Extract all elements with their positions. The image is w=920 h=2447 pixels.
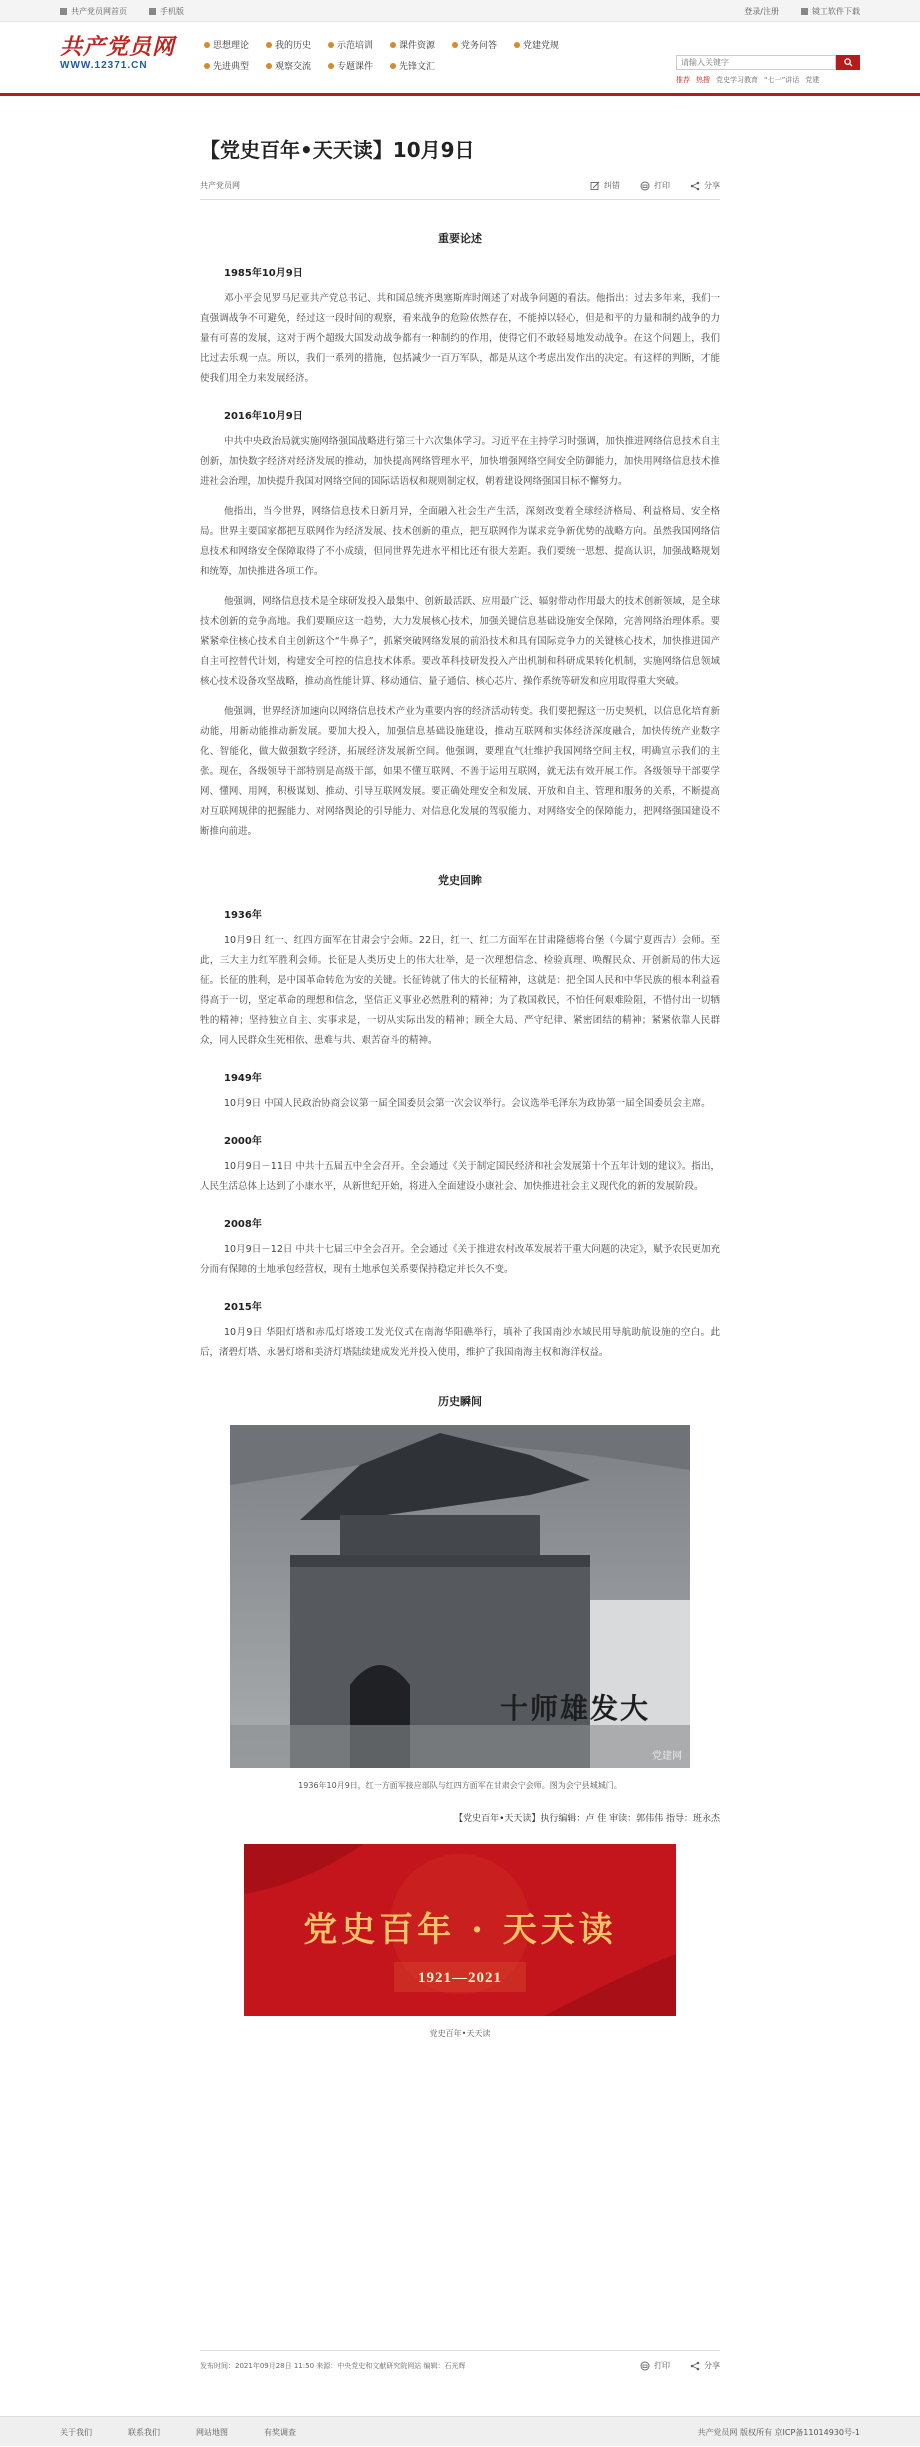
nav-item[interactable]: 专题课件 <box>328 59 390 72</box>
site-logo[interactable]: 共产党员网 WWW.12371.CN <box>60 34 176 71</box>
nav-bullet-icon <box>328 63 334 69</box>
history-review-entries <box>200 906 720 1363</box>
nav-bullet-icon <box>452 42 458 48</box>
mobile-icon <box>149 8 156 15</box>
nav-item[interactable]: 课件资源 <box>390 38 452 51</box>
photo-inscription: 十师雄发大 <box>500 1692 651 1725</box>
section-title-important-remarks: 重要论述 <box>438 232 482 245</box>
nav-bullet-icon <box>266 63 272 69</box>
footer-link[interactable]: 联系我们 <box>128 2427 160 2437</box>
banner-years: 1921—2021 <box>418 1970 502 1986</box>
article-footer-info <box>200 2350 720 2380</box>
section-title-history-review: 党史回眸 <box>438 874 482 887</box>
entry-date: 2008年 <box>224 1219 262 1230</box>
app-download-link[interactable]: 镜工软件下载 <box>801 6 860 17</box>
nav-item[interactable]: 先进典型 <box>204 59 266 72</box>
main-nav <box>204 38 576 72</box>
share-button-bottom[interactable]: 分享 <box>690 2360 720 2371</box>
editor-credit: 【党史百年•天天读】执行编辑：卢 佳 审读：郭伟伟 指导：班永杰 <box>454 1814 720 1824</box>
entry-paragraph: 10月9日 中国人民政治协商会议第一届全国委员会第一次会议举行。会议选举毛泽东为政协第一届全国委员会主席。 <box>224 1098 711 1109</box>
nav-bullet-icon <box>514 42 520 48</box>
article-meta-bar <box>200 172 720 200</box>
nav-bullet-icon <box>204 63 210 69</box>
hot-search-item[interactable]: “七一”讲话 <box>764 76 800 84</box>
print-icon <box>640 2361 650 2371</box>
nav-item[interactable]: 观察交流 <box>266 59 328 72</box>
edit-icon <box>590 181 600 191</box>
nav-bullet-icon <box>390 63 396 69</box>
nav-item[interactable]: 党建党规 <box>514 38 576 51</box>
banner-caption: 党史百年•天天读 <box>429 2029 491 2038</box>
entry-date: 1985年10月9日 <box>224 268 303 279</box>
hot-search-item[interactable]: 党建 <box>805 76 820 84</box>
footer-link[interactable]: 网站地图 <box>196 2427 228 2437</box>
share-icon <box>690 181 700 191</box>
search-input[interactable] <box>676 55 836 70</box>
entry-date: 1949年 <box>224 1073 262 1084</box>
hot-tag: 热搜 <box>696 76 710 84</box>
page-footer <box>0 2416 920 2446</box>
entry-paragraph: 他指出，当今世界，网络信息技术日新月异，全面融入社会生产生活，深刻改变着全球经济格局、利益格局、安全格局。世界主要国家都把互联网作为经济发展、技术创新的重点，把互联网作为谋求竞争新优势的战略方向。虽然我国网络信息技术和网络安全保障取得了不小成绩，但同世界先进水平相比还有很大差距。我们要统一思想、提高认识，加强战略规划和统筹，加快推进各项工作。 <box>200 506 720 577</box>
nav-item[interactable]: 示范培训 <box>328 38 390 51</box>
article-title: 【党史百年•天天读】10月9日 <box>200 138 475 162</box>
series-banner <box>244 1844 676 2016</box>
entry-paragraph: 邓小平会见罗马尼亚共产党总书记、共和国总统齐奥塞斯库时阐述了对战争问题的看法。他指出：过去多年来，我们一直强调战争不可避免，经过这一段时间的观察，看来战争的危险依然存在，不能掉以轻心，但是和平的力量和制约战争的力量有可喜的发展，这对于两个超级大国发动战争都有一种制约的作用，使得它们不敢轻易地发动战争。在这个问题上，我们比过去乐观一点。所以，我们一系列的措施，包括减少一百万军队，都是从这个考虑出发作出的决定。有这样的判断，才能使我们用全力来发展经济。 <box>200 293 720 384</box>
nav-bullet-icon <box>390 42 396 48</box>
search-icon <box>844 58 853 67</box>
hot-search-row <box>676 75 860 85</box>
entry-paragraph: 他强调，世界经济加速向以网络信息技术产业为重要内容的经济活动转变。我们要把握这一历史契机，以信息化培育新动能，用新动能推动新发展。要加大投入，加强信息基础设施建设，推动互联网和实体经济深度融合，加快传统产业数字化、智能化，做大做强数字经济，拓展经济发展新空间。他强调，要理直气壮维护我国网络空间主权，明确宣示我们的主张。现在，各级领导干部特别是高级干部，如果不懂互联网、不善于运用互联网，就无法有效开展工作。各级领导干部要学网、懂网、用网，积极谋划、推动、引导互联网发展。要正确处理安全和发展、开放和自主、管理和服务的关系，不断提高对互联网规律的把握能力、对网络舆论的引导能力、对信息化发展的驾驭能力、对网络安全的保障能力，把网络强国建设不断推向前进。 <box>200 706 720 837</box>
photo-watermark: 党建网 <box>652 1751 682 1762</box>
section-title-history-moment: 历史瞬间 <box>438 1395 482 1408</box>
article-source: 共产党员网 <box>200 181 240 190</box>
hot-label: 推荐 <box>676 76 690 84</box>
mobile-link[interactable]: 手机版 <box>149 6 184 17</box>
app-icon <box>801 8 808 15</box>
nav-item[interactable]: 先锋文汇 <box>390 59 452 72</box>
entry-paragraph: 中共中央政治局就实施网络强国战略进行第三十六次集体学习。习近平在主持学习时强调，加快推进网络信息技术自主创新，加快数字经济对经济发展的推动，加快提高网络管理水平，加快增强网络空间安全防御能力，加快用网络信息技术推进社会治理，加快提升我国对网络空间的国际话语权和规则制定权，朝着建设网络强国目标不懈努力。 <box>200 436 720 487</box>
hot-search-item[interactable]: 党史学习教育 <box>716 76 758 84</box>
entry-paragraph: 10月9日－11日 中共十五届五中全会召开。全会通过《关于制定国民经济和社会发展第十个五年计划的建议》。指出，人民生活总体上达到了小康水平，从新世纪开始，将进入全面建设小康社会、加快推进社会主义现代化的新的发展阶段。 <box>200 1161 720 1192</box>
print-button[interactable]: 打印 <box>640 180 670 191</box>
copyright: 共产党员网 版权所有 京ICP备11014930号-1 <box>697 2427 860 2437</box>
footer-link[interactable]: 有奖调查 <box>264 2427 296 2437</box>
top-utility-bar <box>0 0 920 22</box>
print-button-bottom[interactable]: 打印 <box>640 2360 670 2371</box>
error-report-button[interactable]: 纠错 <box>590 180 620 191</box>
nav-bullet-icon <box>328 42 334 48</box>
footer-link[interactable]: 关于我们 <box>60 2427 92 2437</box>
search-area <box>676 55 860 85</box>
home-link[interactable]: 共产党员网首页 <box>60 6 127 17</box>
print-icon <box>640 181 650 191</box>
search-button[interactable] <box>836 55 860 70</box>
photo-caption: 1936年10月9日，红一方面军接应部队与红四方面军在甘肃会宁会师。图为会宁县城城门。 <box>298 1781 622 1790</box>
entry-paragraph: 10月9日－12日 中共十七届三中全会召开。全会通过《关于推进农村改革发展若干重大问题的决定》，赋予农民更加充分而有保障的土地承包经营权，现有土地承包关系要保持稳定并长久不变。 <box>200 1244 720 1275</box>
entry-date: 1936年 <box>224 910 262 921</box>
nav-bullet-icon <box>266 42 272 48</box>
important-remarks-entries <box>200 264 720 842</box>
nav-item[interactable]: 我的历史 <box>266 38 328 51</box>
login-link[interactable]: 登录/注册 <box>744 6 779 16</box>
share-button[interactable]: 分享 <box>690 180 720 191</box>
nav-bullet-icon <box>204 42 210 48</box>
footer-links <box>60 2427 296 2438</box>
historical-photo <box>230 1425 690 1768</box>
nav-item[interactable]: 党务问答 <box>452 38 514 51</box>
home-icon <box>60 8 67 15</box>
nav-item[interactable]: 思想理论 <box>204 38 266 51</box>
site-header <box>0 22 920 96</box>
share-icon <box>690 2361 700 2371</box>
publish-info: 发布时间：2021年09月28日 11:50 来源：中央党史和文献研究院网站 编辑：石光辉 <box>200 2361 466 2370</box>
entry-paragraph: 他强调，网络信息技术是全球研发投入最集中、创新最活跃、应用最广泛、辐射带动作用最大的技术创新领域，是全球技术创新的竞争高地。我们要顺应这一趋势，大力发展核心技术，加强关键信息基础设施安全保障，完善网络治理体系。要紧紧牵住核心技术自主创新这个“牛鼻子”，抓紧突破网络发展的前沿技术和具有国际竞争力的关键核心技术，加快推进国产自主可控替代计划，构建安全可控的信息技术体系。要改革科技研发投入产出机制和科研成果转化机制，实施网络信息领域核心技术设备攻坚战略，推动高性能计算、移动通信、量子通信、核心芯片、操作系统等研发和应用取得重大突破。 <box>200 596 720 687</box>
entry-date: 2000年 <box>224 1136 262 1147</box>
entry-date: 2016年10月9日 <box>224 411 303 422</box>
entry-date: 2015年 <box>224 1302 262 1313</box>
entry-paragraph: 10月9日 华阳灯塔和赤瓜灯塔竣工发光仪式在南海华阳礁举行，填补了我国南沙水域民用导航助航设施的空白。此后，渚碧灯塔、永暑灯塔和美济灯塔陆续建成发光并投入使用，维护了我国南海主权和海洋权益。 <box>200 1327 720 1358</box>
entry-paragraph: 10月9日 红一、红四方面军在甘肃会宁会师。22日，红一、红二方面军在甘肃隆德将台堡（今属宁夏西吉）会师。至此，三大主力红军胜利会师。长征是人类历史上的伟大壮举，是一次理想信念、检验真理、唤醒民众、开创新局的伟大远征。长征的胜利，是中国革命转危为安的关键。长征铸就了伟大的长征精神，这就是：把全国人民和中华民族的根本利益看得高于一切，坚定革命的理想和信念，坚信正义事业必然胜利的精神；为了救国救民，不怕任何艰难险阻，不惜付出一切牺牲的精神；坚持独立自主、实事求是，一切从实际出发的精神；顾全大局、严守纪律、紧密团结的精神；紧紧依靠人民群众，同人民群众生死相依、患难与共、艰苦奋斗的精神。 <box>200 935 720 1046</box>
article <box>200 136 720 2039</box>
banner-title: 党史百年 · 天天读 <box>303 1910 617 1950</box>
